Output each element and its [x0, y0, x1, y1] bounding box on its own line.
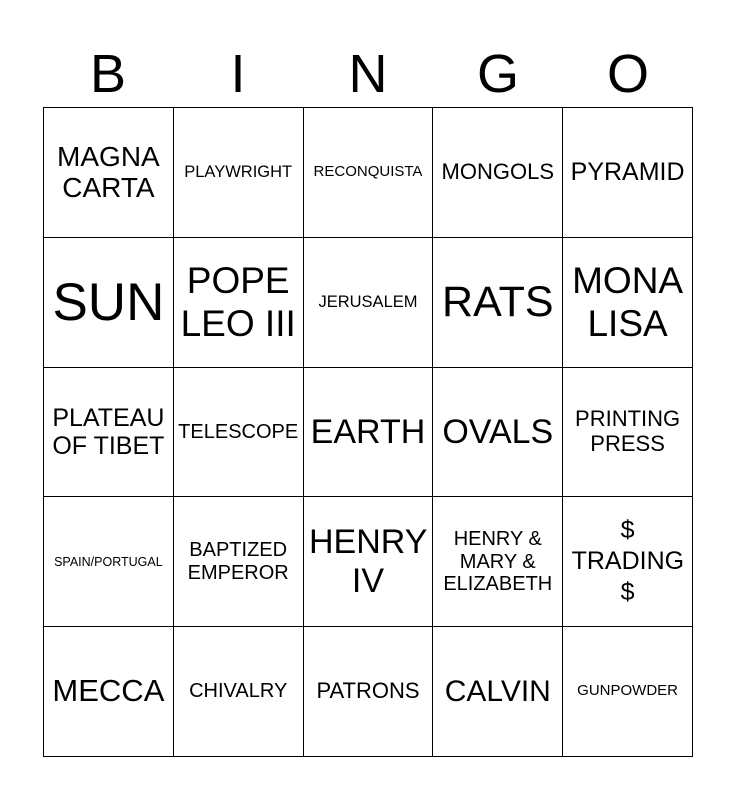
cell-label: CHIVALRY: [189, 680, 288, 703]
bingo-cell[interactable]: [563, 238, 693, 368]
cell-label: PLATEAU OF TIBET: [52, 403, 165, 460]
cell-label: MECCA: [52, 673, 165, 709]
bingo-cell[interactable]: [304, 238, 434, 368]
bingo-cell[interactable]: [44, 108, 174, 238]
bingo-cell[interactable]: [304, 627, 434, 757]
cell-label: BAPTIZED EMPEROR: [187, 539, 289, 584]
bingo-cell[interactable]: [44, 497, 174, 627]
cell-label: OVALS: [442, 412, 554, 451]
header-letter-b: B: [89, 44, 127, 104]
cell-label: GUNPOWDER: [577, 682, 679, 700]
cell-label: PATRONS: [316, 678, 420, 704]
header-letter-i: I: [230, 44, 246, 104]
bingo-header: [43, 44, 693, 104]
cell-label: RATS: [442, 278, 554, 327]
cell-label: SPAIN/PORTUGAL: [54, 554, 163, 569]
bingo-cell[interactable]: [433, 368, 563, 498]
bingo-cell[interactable]: [44, 627, 174, 757]
bingo-cell[interactable]: [563, 108, 693, 238]
bingo-cell[interactable]: [174, 627, 304, 757]
bingo-cell[interactable]: [44, 238, 174, 368]
bingo-board: [43, 107, 693, 757]
bingo-cell[interactable]: [433, 238, 563, 368]
cell-label: HENRY IV: [308, 522, 428, 600]
header-letter-o: O: [606, 44, 649, 104]
cell-label: POPE LEO III: [180, 259, 296, 345]
bingo-cell[interactable]: [174, 497, 304, 627]
cell-label: $ TRADING $: [571, 515, 685, 607]
cell-label: RECONQUISTA: [313, 163, 423, 180]
bingo-cell[interactable]: [304, 497, 434, 627]
cell-label: MONGOLS: [441, 159, 555, 185]
cell-label: MONA LISA: [572, 259, 684, 345]
cell-label: EARTH: [310, 412, 426, 451]
cell-label: PRINTING PRESS: [575, 406, 681, 456]
bingo-cell[interactable]: [304, 108, 434, 238]
header-letter-g: G: [476, 44, 519, 104]
cell-label: SUN: [52, 272, 165, 332]
bingo-cell[interactable]: [44, 368, 174, 498]
cell-label: PLAYWRIGHT: [184, 163, 293, 182]
bingo-cell[interactable]: [304, 368, 434, 498]
bingo-cell[interactable]: [563, 627, 693, 757]
cell-label: MAGNA CARTA: [57, 141, 160, 204]
bingo-cell[interactable]: [563, 497, 693, 627]
bingo-cell[interactable]: [563, 368, 693, 498]
bingo-cell[interactable]: [433, 627, 563, 757]
cell-label: JERUSALEM: [318, 292, 418, 311]
cell-label: CALVIN: [444, 674, 551, 708]
cell-label: PYRAMID: [570, 158, 685, 187]
bingo-cell[interactable]: [433, 497, 563, 627]
bingo-cell[interactable]: [174, 368, 304, 498]
header-letter-n: N: [348, 44, 388, 104]
bingo-cell[interactable]: [174, 108, 304, 238]
bingo-cell[interactable]: [174, 238, 304, 368]
cell-label: HENRY & MARY & ELIZABETH: [443, 528, 553, 595]
cell-label: TELESCOPE: [178, 420, 299, 443]
bingo-cell[interactable]: [433, 108, 563, 238]
